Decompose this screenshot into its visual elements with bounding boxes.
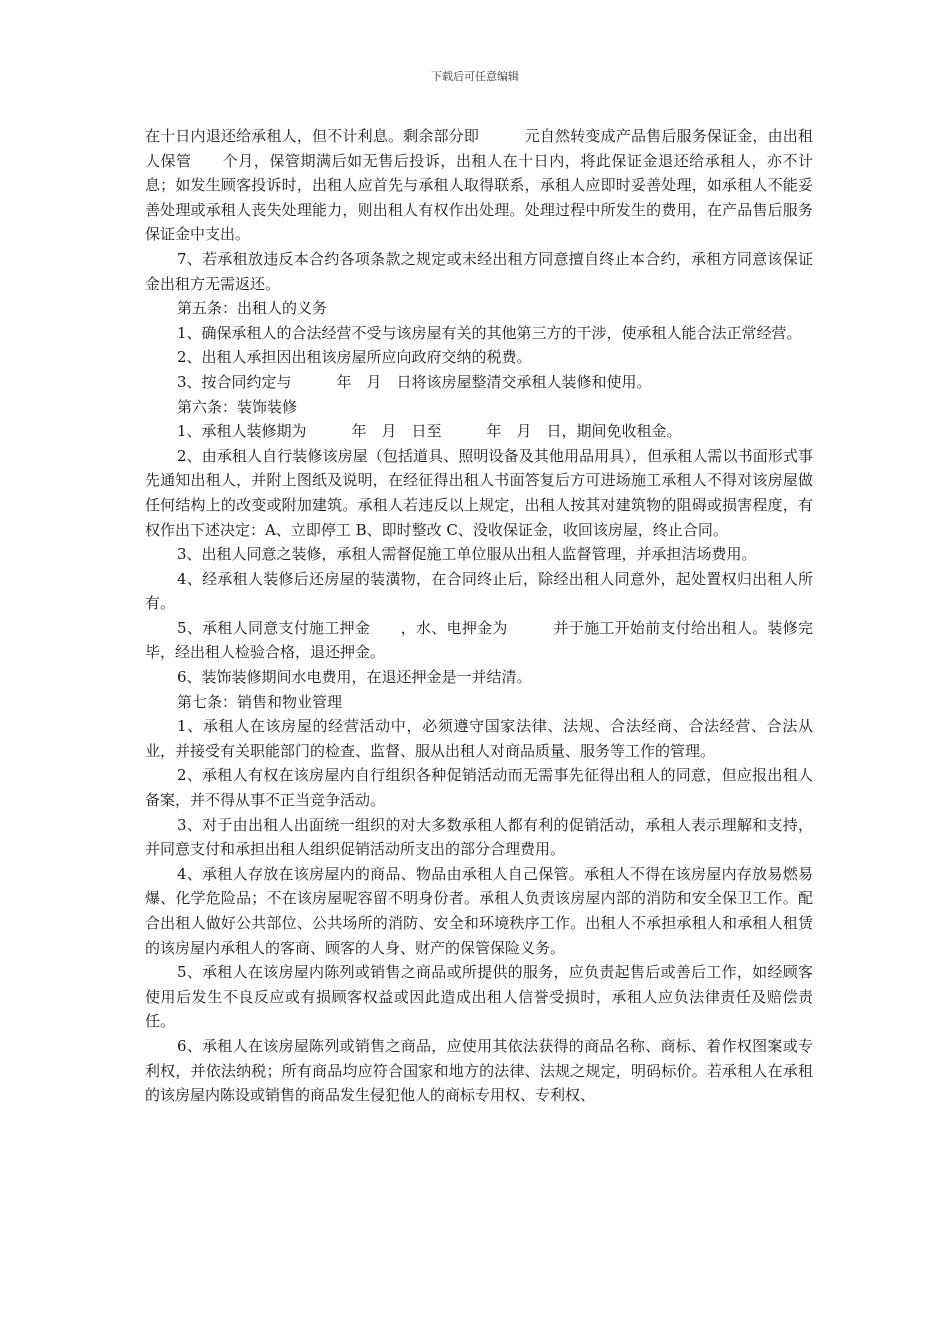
section-heading: 第七条：销售和物业管理	[177, 692, 343, 711]
paragraph: 7、若承租放违反本合约各项条款之规定或未经出租方同意擅自终止本合约，承租方同意该保证金出租方无需返还。	[145, 249, 813, 293]
page-header: 下载后可任意编辑	[431, 70, 519, 83]
paragraph: 3、出租人同意之装修，承租人需督促施工单位服从出租人监督管理，并承担洁场费用。	[177, 545, 757, 564]
paragraph: 2、由承租人自行装修该房屋（包括道具、照明设备及其他用品用具），但承租人需以书面形式事先通知出租人，并附上图纸及说明，在经征得出租人书面答复后方可进场施工承租人不得对该房屋做任何结构上的改变或附加建筑。承租人若违反以上规定，出租人按其对建筑物的阻碍或损害程度，有权作出下述决定：A、立即停工 B、即时整改 C、没收保证金，收回该房屋，终止合同。	[145, 446, 813, 539]
paragraph: 1、确保承租人的合法经营不受与该房屋有关的其他第三方的干涉，使承租人能合法正常经营。	[177, 323, 802, 342]
paragraph: 1、承租人装修期为 年 月 日至 年 月 日，期间免收租金。	[177, 422, 682, 441]
document-body	[145, 124, 813, 1108]
paragraph: 2、出租人承担因出租该房屋所应向政府交纳的税费。	[177, 348, 532, 367]
paragraph: 3、对于由出租人出面统一组织的对大多数承租人都有利的促销活动，承租人表示理解和支持，并同意支付和承担出租人组织促销活动所支出的部分合理费用。	[145, 815, 813, 859]
paragraph: 5、承租人同意支付施工押金 ，水、电押金为 并于施工开始前支付给出租人。装修完毕，经出租人检验合格，退还押金。	[145, 618, 813, 662]
paragraph: 4、承租人存放在该房屋内的商品、物品由承租人自己保管。承租人不得在该房屋内存放易燃易爆、化学危险品；不在该房屋呢容留不明身份者。承租人负责该房屋内部的消防和安全保卫工作。配合出租人做好公共部位、公共场所的消防、安全和环境秩序工作。出租人不承担承租人和承租人租赁的该房屋内承租人的客商、顾客的人身、财产的保管保险义务。	[145, 864, 813, 957]
paragraph: 3、按合同约定与 年 月 日将该房屋整清交承租人装修和使用。	[177, 372, 652, 391]
paragraph: 5、承租人在该房屋内陈列或销售之商品或所提供的服务，应负责起售后或善后工作，如经顾客使用后发生不良反应或有损顾客权益或因此造成出租人信誉受损时，承租人应负法律责任及赔偿责任。	[145, 963, 813, 1031]
paragraph: 4、经承租人装修后还房屋的装潢物，在合同终止后，除经出租人同意外，起处置权归出租人所有。	[145, 569, 813, 613]
paragraph: 6、承租人在该房屋陈列或销售之商品，应使用其依法获得的商品名称、商标、着作权图案或专利权，并依法纳税；所有商品均应符合国家和地方的法律、法规之规定，明码标价。若承租人在承租的该房屋内陈设或销售的商品发生侵犯他人的商标专用权、专利权、	[145, 1036, 813, 1105]
paragraph: 1、承租人在该房屋的经营活动中，必须遵守国家法律、法规、合法经商、合法经营、合法从业，并接受有关职能部门的检查、监督、服从出租人对商品质量、服务等工作的管理。	[145, 717, 813, 760]
section-heading: 第六条：装饰装修	[177, 397, 298, 416]
paragraph: 在十日内退还给承租人，但不计利息。剩余部分即 元自然转变成产品售后服务保证金，由出租人保管 个月，保管期满后如无售后投诉，出租人在十日内，将此保证金退还给承租人，亦不计息；如发生顾客投诉时，出租人应首先与承租人取得联系，承租人应即时妥善处理，如承租人不能妥善处理或承租人丧失处理能力，则出租人有权作出处理。处理过程中所发生的费用，在产品售后服务保证金中支出。	[145, 127, 813, 244]
paragraph: 2、承租人有权在该房屋内自行组织各种促销活动而无需事先征得出租人的同意，但应报出租人备案，并不得从事不正当竞争活动。	[145, 766, 813, 810]
paragraph: 6、装饰装修期间水电费用，在退还押金是一并结清。	[177, 668, 532, 687]
section-heading: 第五条：出租人的义务	[177, 299, 328, 318]
